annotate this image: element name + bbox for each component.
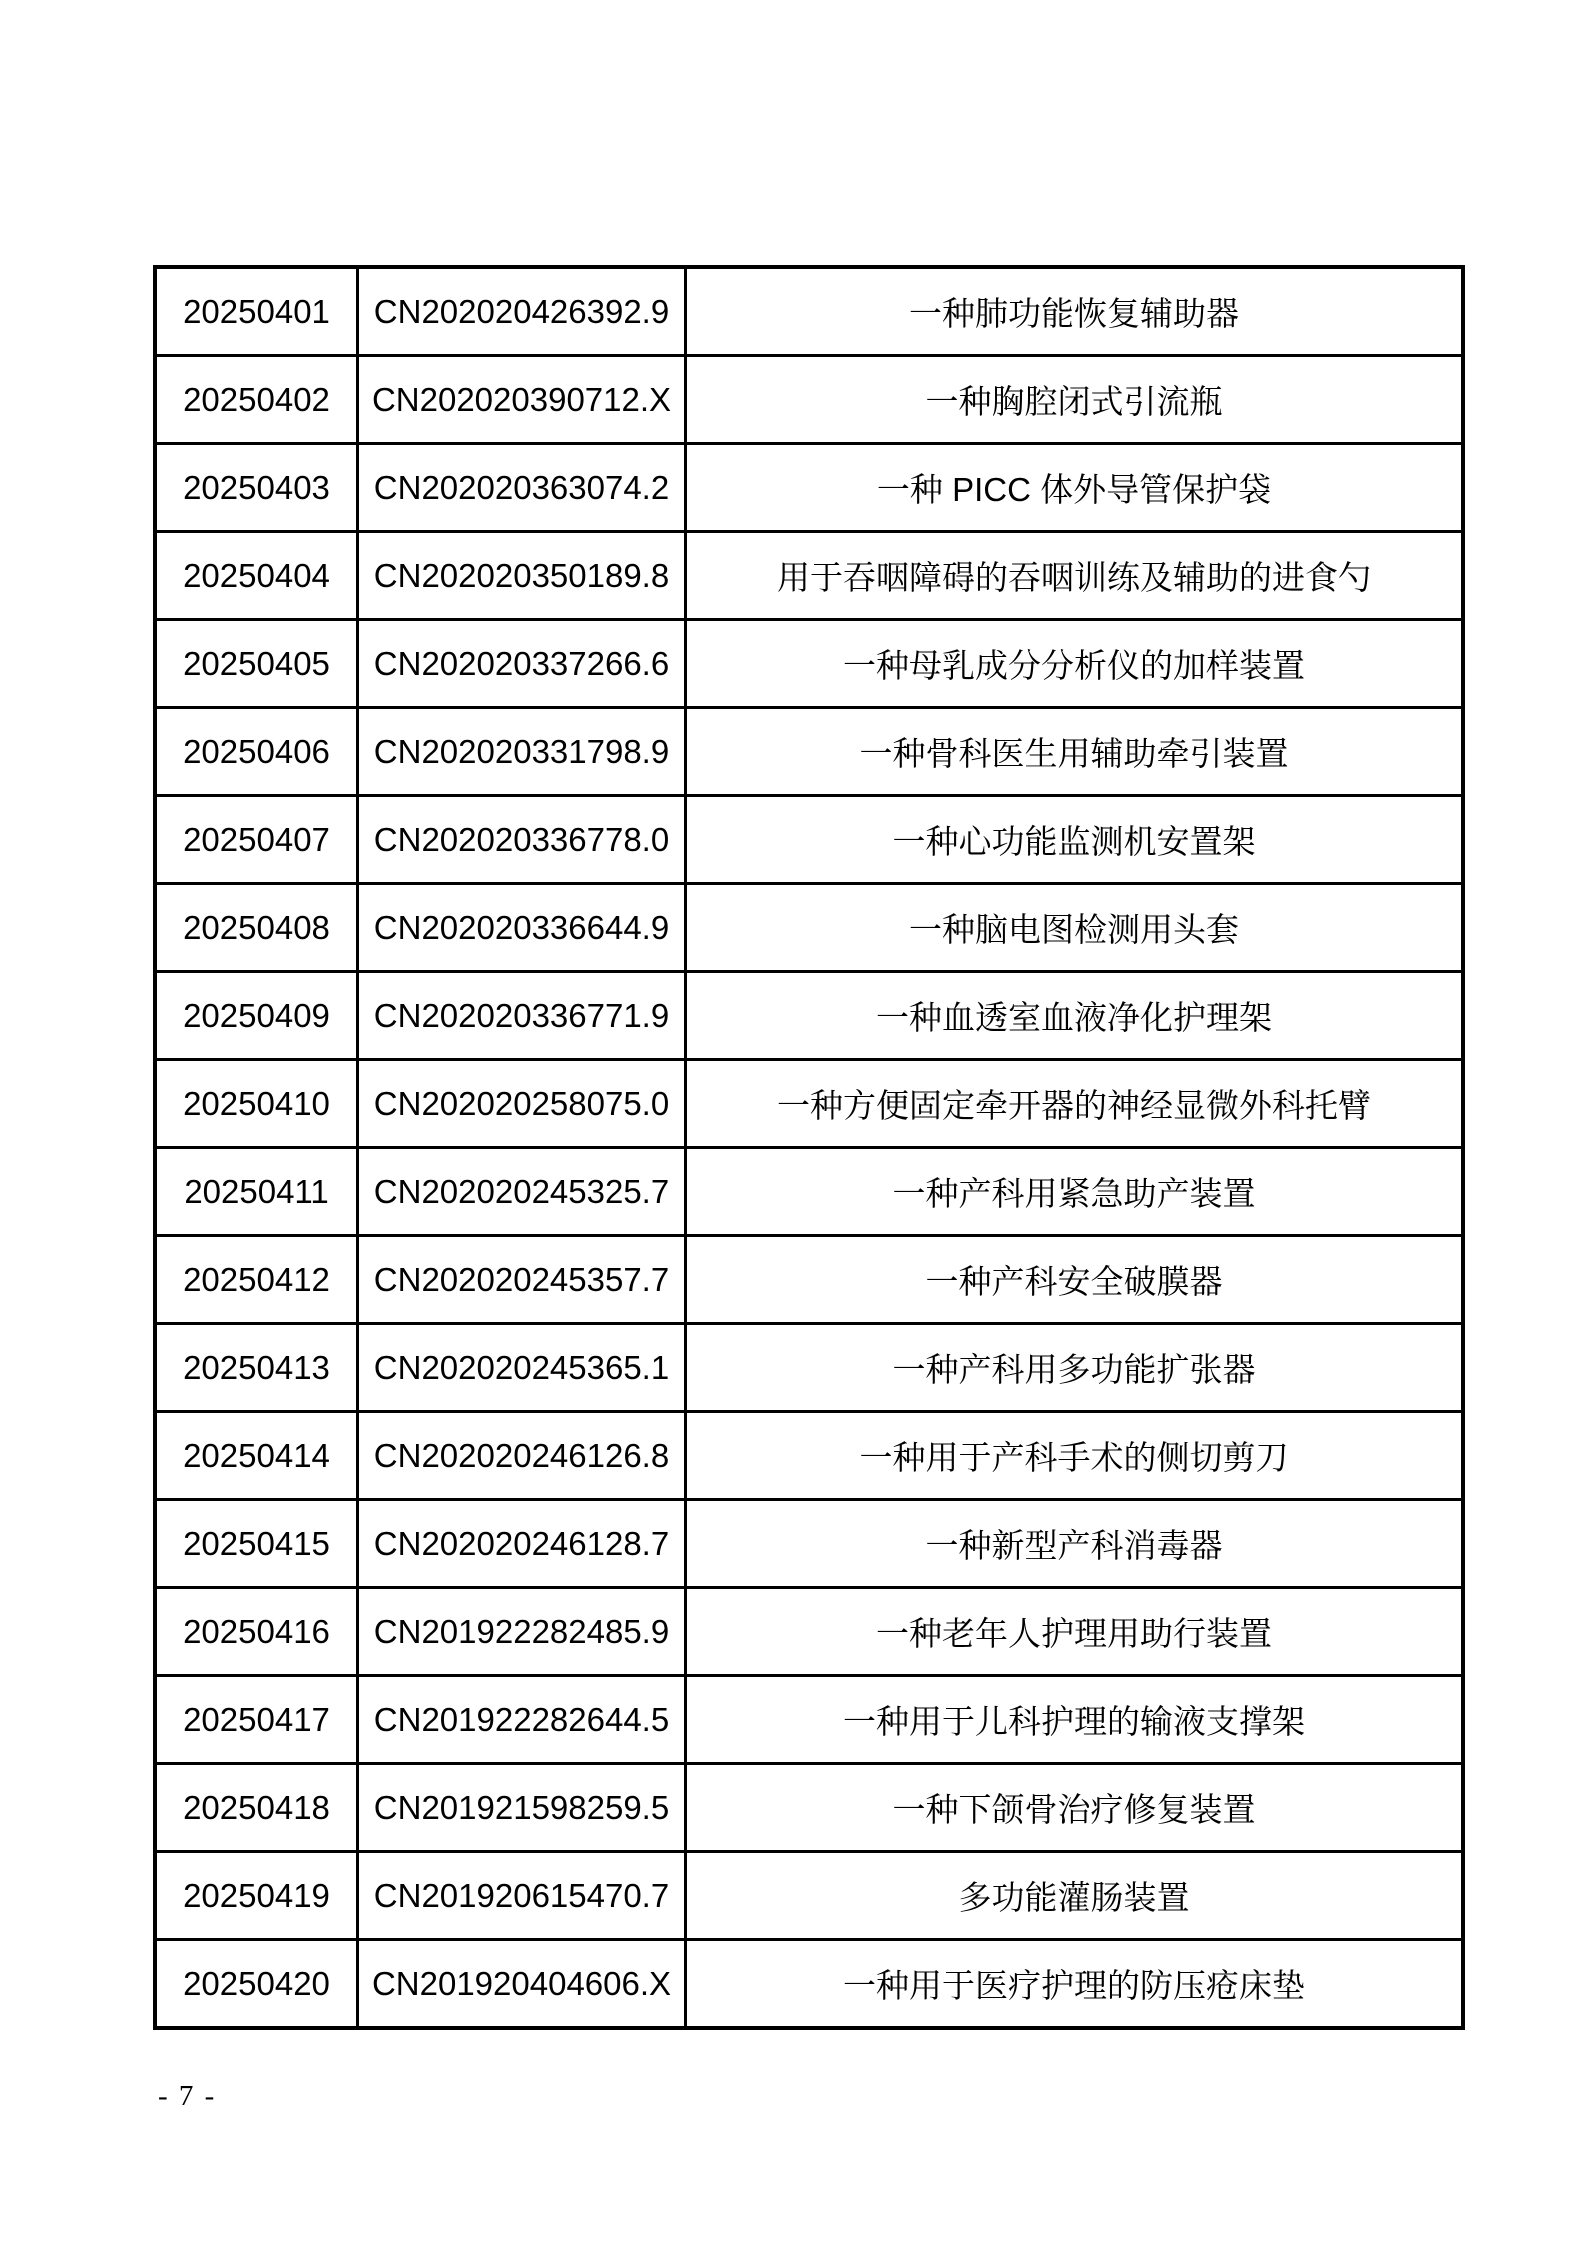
cell-title: 一种胸腔闭式引流瓶 (686, 356, 1464, 444)
patent-table-body (155, 267, 1463, 2028)
cell-serial: 20250414 (155, 1412, 358, 1500)
cell-serial: 20250411 (155, 1148, 358, 1236)
patent-table (153, 265, 1465, 2030)
table-row (155, 1060, 1463, 1148)
cell-patent_no: CN202020245365.1 (358, 1324, 686, 1412)
cell-serial: 20250416 (155, 1588, 358, 1676)
cell-title: 一种肺功能恢复辅助器 (686, 267, 1464, 356)
cell-title: 一种血透室血液净化护理架 (686, 972, 1464, 1060)
cell-title: 一种用于儿科护理的输液支撑架 (686, 1676, 1464, 1764)
cell-patent_no: CN202020337266.6 (358, 620, 686, 708)
table-row (155, 1324, 1463, 1412)
cell-serial: 20250402 (155, 356, 358, 444)
table-row (155, 1940, 1463, 2029)
cell-serial: 20250418 (155, 1764, 358, 1852)
cell-patent_no: CN202020258075.0 (358, 1060, 686, 1148)
cell-title: 一种方便固定牵开器的神经显微外科托臂 (686, 1060, 1464, 1148)
cell-patent_no: CN202020246126.8 (358, 1412, 686, 1500)
cell-patent_no: CN201922282644.5 (358, 1676, 686, 1764)
cell-title: 一种新型产科消毒器 (686, 1500, 1464, 1588)
cell-title: 一种老年人护理用助行装置 (686, 1588, 1464, 1676)
cell-title: 一种产科安全破膜器 (686, 1236, 1464, 1324)
table-row (155, 796, 1463, 884)
cell-patent_no: CN202020336778.0 (358, 796, 686, 884)
cell-title: 一种用于医疗护理的防压疮床垫 (686, 1940, 1464, 2029)
cell-serial: 20250401 (155, 267, 358, 356)
cell-serial: 20250409 (155, 972, 358, 1060)
cell-title: 一种产科用紧急助产装置 (686, 1148, 1464, 1236)
cell-serial: 20250404 (155, 532, 358, 620)
cell-patent_no: CN202020426392.9 (358, 267, 686, 356)
table-row (155, 444, 1463, 532)
cell-serial: 20250412 (155, 1236, 358, 1324)
table-row (155, 1148, 1463, 1236)
table-row (155, 884, 1463, 972)
table-row (155, 1412, 1463, 1500)
table-row (155, 1676, 1463, 1764)
cell-title: 一种脑电图检测用头套 (686, 884, 1464, 972)
cell-serial: 20250419 (155, 1852, 358, 1940)
cell-title: 一种心功能监测机安置架 (686, 796, 1464, 884)
table-row (155, 532, 1463, 620)
cell-title: 一种用于产科手术的侧切剪刀 (686, 1412, 1464, 1500)
cell-title: 一种 PICC 体外导管保护袋 (686, 444, 1464, 532)
cell-title: 一种产科用多功能扩张器 (686, 1324, 1464, 1412)
cell-title: 一种母乳成分分析仪的加样装置 (686, 620, 1464, 708)
table-row (155, 1500, 1463, 1588)
cell-serial: 20250410 (155, 1060, 358, 1148)
cell-serial: 20250420 (155, 1940, 358, 2029)
cell-patent_no: CN201922282485.9 (358, 1588, 686, 1676)
cell-patent_no: CN202020245357.7 (358, 1236, 686, 1324)
table-row (155, 1236, 1463, 1324)
cell-serial: 20250407 (155, 796, 358, 884)
cell-patent_no: CN202020336771.9 (358, 972, 686, 1060)
table-row (155, 267, 1463, 356)
cell-patent_no: CN202020245325.7 (358, 1148, 686, 1236)
cell-serial: 20250405 (155, 620, 358, 708)
cell-title: 多功能灌肠装置 (686, 1852, 1464, 1940)
cell-patent_no: CN202020336644.9 (358, 884, 686, 972)
cell-title: 用于吞咽障碍的吞咽训练及辅助的进食勺 (686, 532, 1464, 620)
cell-title: 一种下颌骨治疗修复装置 (686, 1764, 1464, 1852)
cell-serial: 20250403 (155, 444, 358, 532)
table-row (155, 620, 1463, 708)
cell-patent_no: CN201920404606.X (358, 1940, 686, 2029)
table-row (155, 1764, 1463, 1852)
table-row (155, 708, 1463, 796)
cell-serial: 20250406 (155, 708, 358, 796)
cell-serial: 20250413 (155, 1324, 358, 1412)
cell-patent_no: CN202020246128.7 (358, 1500, 686, 1588)
table-row (155, 1588, 1463, 1676)
cell-serial: 20250415 (155, 1500, 358, 1588)
cell-serial: 20250417 (155, 1676, 358, 1764)
cell-patent_no: CN201920615470.7 (358, 1852, 686, 1940)
cell-patent_no: CN202020331798.9 (358, 708, 686, 796)
cell-serial: 20250408 (155, 884, 358, 972)
cell-patent_no: CN202020390712.X (358, 356, 686, 444)
cell-title: 一种骨科医生用辅助牵引装置 (686, 708, 1464, 796)
cell-patent_no: CN201921598259.5 (358, 1764, 686, 1852)
page-number: - 7 - (158, 2080, 217, 2112)
cell-patent_no: CN202020350189.8 (358, 532, 686, 620)
table-row (155, 356, 1463, 444)
cell-patent_no: CN202020363074.2 (358, 444, 686, 532)
table-row (155, 972, 1463, 1060)
table-row (155, 1852, 1463, 1940)
